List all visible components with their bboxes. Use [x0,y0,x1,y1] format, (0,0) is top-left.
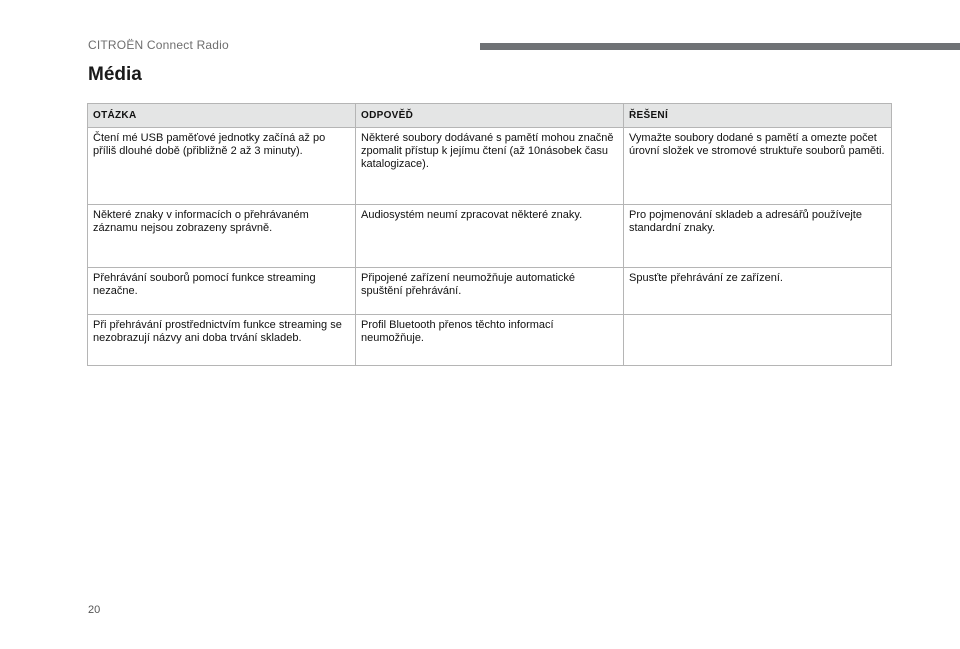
page-number: 20 [88,604,101,616]
answer-cell: Audiosystém neumí zpracovat některé znaky. [356,205,624,268]
solution-cell: Spusťte přehrávání ze zařízení. [624,268,892,315]
column-header-solution: ŘEŠENÍ [624,104,892,128]
faq-table [87,103,892,366]
answer-cell: Připojené zařízení neumožňuje automatické spuštění přehrávání. [356,268,624,315]
header-bar [480,43,960,50]
question-cell: Čtení mé USB paměťové jednotky začíná až po příliš dlouhé době (přibližně 2 až 3 minuty). [88,128,356,205]
solution-cell: Pro pojmenování skladeb a adresářů používejte standardní znaky. [624,205,892,268]
section-title: Média [88,64,142,85]
solution-cell: Vymažte soubory dodané s pamětí a omezte počet úrovní složek ve stromové struktuře souborů paměti. [624,128,892,205]
table-row [88,315,892,366]
answer-cell: Profil Bluetooth přenos těchto informací neumožňuje. [356,315,624,366]
table-row [88,128,892,205]
table-row [88,205,892,268]
answer-cell: Některé soubory dodávané s pamětí mohou značně zpomalit přístup k jejímu čtení (až 10násobek času katalogizace). [356,128,624,205]
running-header: CITROËN Connect Radio [88,38,229,52]
table-row [88,268,892,315]
table-header-row [88,104,892,128]
question-cell: Přehrávání souborů pomocí funkce streaming nezačne. [88,268,356,315]
solution-cell [624,315,892,366]
question-cell: Některé znaky v informacích o přehrávaném záznamu nejsou zobrazeny správně. [88,205,356,268]
column-header-answer: ODPOVĚĎ [356,104,624,128]
question-cell: Při přehrávání prostřednictvím funkce streaming se nezobrazují názvy ani doba trvání skladeb. [88,315,356,366]
column-header-question: OTÁZKA [88,104,356,128]
